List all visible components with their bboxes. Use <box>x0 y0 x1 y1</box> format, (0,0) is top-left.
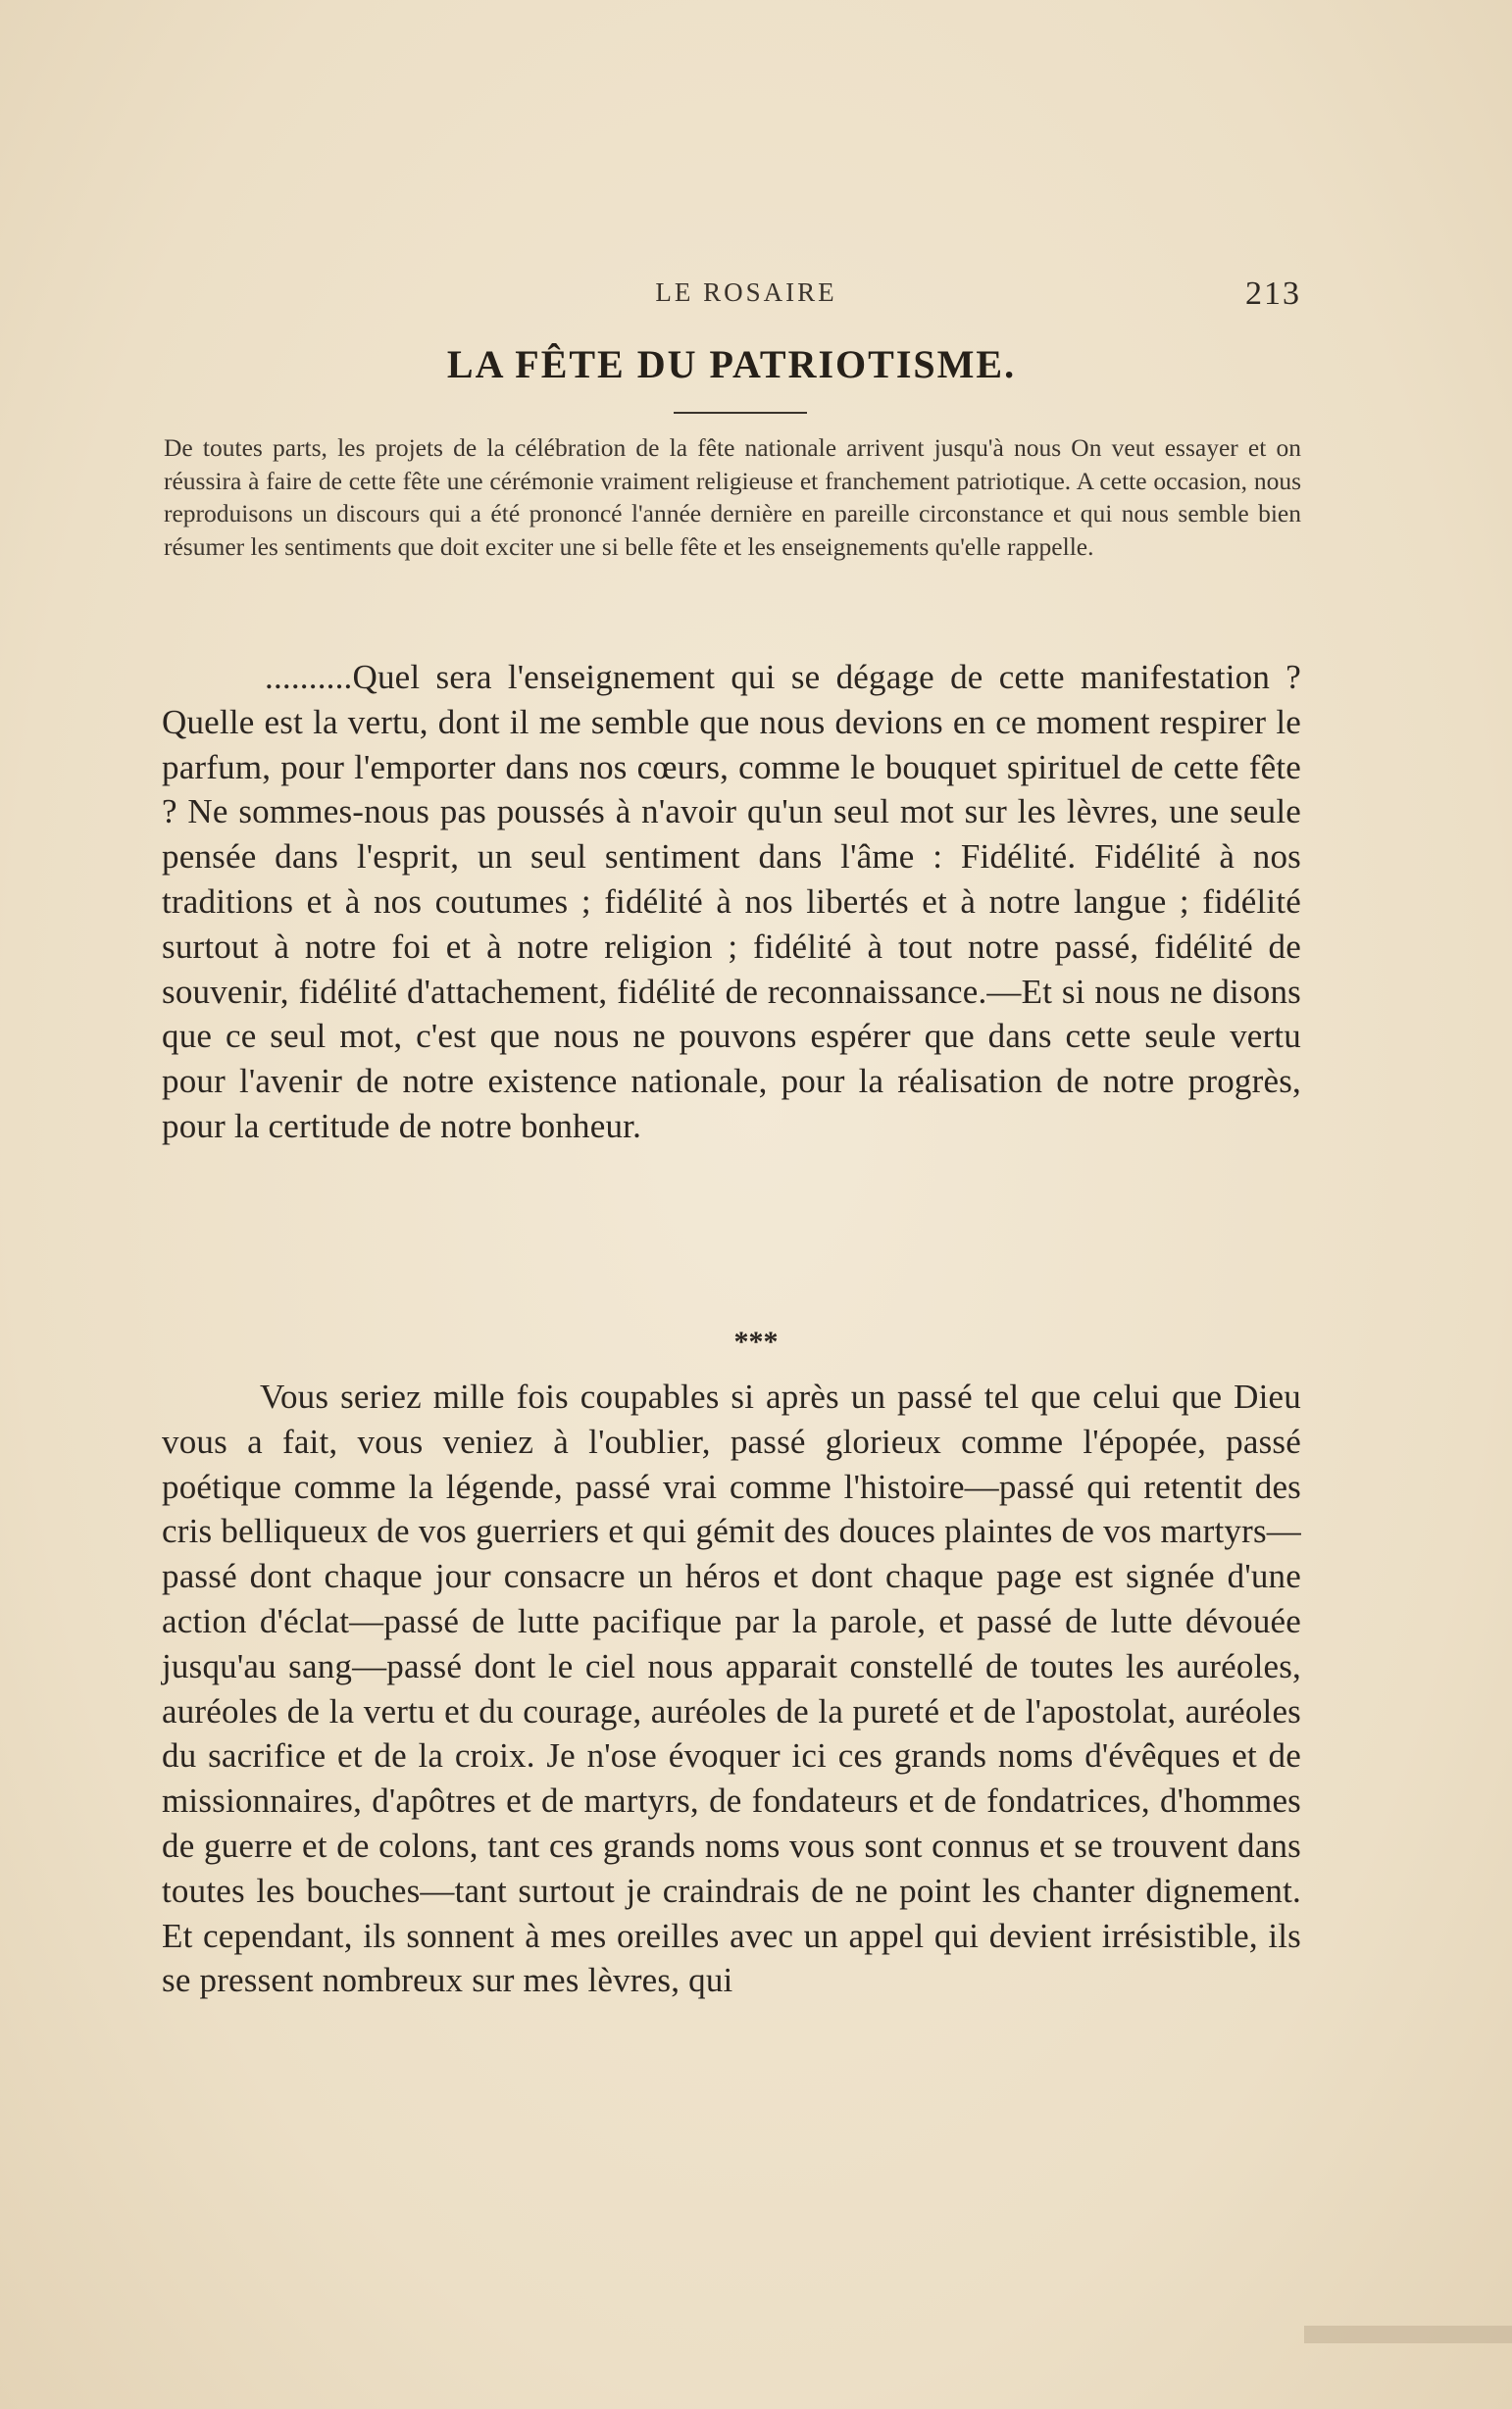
page-number: 213 <box>1245 276 1301 312</box>
article-title: LA FÊTE DU PATRIOTISME. <box>446 342 1017 386</box>
running-header <box>162 277 1301 317</box>
editorial-intro: De toutes parts, les projets de la célébration de la fête nationale arrivent jusqu'à nous On veut essayer et on réussira à faire de cette fête une cérémonie vraiment religieuse et franchement patriotique. A cette occasion, nous reproduisons un discours qui a été prononcé l'année dernière en pareille circonstance et qui nous semble bien résumer les sentiments que doit exciter une si belle fête et les enseignements qu'elle rappelle. <box>164 433 1301 561</box>
section-separator: *** <box>733 1326 779 1358</box>
page-edge-strip <box>1304 2326 1512 2343</box>
title-divider <box>674 412 807 414</box>
body-paragraph-2: Vous seriez mille fois coupables si après un passé tel que celui que Dieu vous a fait, vous veniez à l'oublier, passé glorieux comme l'épopée, passé poétique comme la légende, passé vrai comme l'histoire—passé qui retentit des cris belliqueux de vos guerriers et qui gémit des douces plaintes de vos martyrs—passé dont chaque jour consacre un héros et dont chaque page est signée d'une action d'éclat—passé de lutte pacifique par la parole, et passé de lutte dévouée jusqu'au sang—passé dont le ciel nous apparait constellé de toutes les auréoles, auréoles de la vertu et du courage, auréoles de la pureté et de l'apostolat, auréoles du sacrifice et de la croix. Je n'ose évoquer ici ces grands noms d'évêques et de missionnaires, d'apôtres et de martyrs, de fondateurs et de fondatrices, d'hommes de guerre et de colons, tant ces grands noms vous sont connus et se trouvent dans toutes les bouches—tant surtout je craindrais de ne point les chanter dignement. Et cependant, ils sonnent à mes oreilles avec un appel qui devient irrésistible, ils se pressent nombreux sur mes lèvres, qui <box>162 1378 1301 2000</box>
body-paragraph-1: ..........Quel sera l'enseignement qui se dégage de cette manifestation ? Quelle est la vertu, dont il me semble que nous devions en ce moment respirer le parfum, pour l'emporter dans nos cœurs, comme le bouquet spirituel de cette fête ? Ne sommes-nous pas poussés à n'avoir qu'un seul mot sur les lèvres, une seule pensée dans l'esprit, un seul sentiment dans l'âme : Fidélité. Fidélité à nos traditions et à nos coutumes ; fidélité à nos libertés et à notre langue ; fidélité surtout à notre foi et à notre religion ; fidélité à tout notre passé, fidélité de souvenir, fidélité d'attachement, fidélité de reconnaissance.—Et si nous ne disons que ce seul mot, c'est que nous ne pouvons espérer que dans cette seule vertu pour l'avenir de notre existence nationale, pour la réalisation de notre progrès, pour la certitude de notre bonheur. <box>162 658 1301 1145</box>
running-title: LE ROSAIRE <box>655 277 837 307</box>
